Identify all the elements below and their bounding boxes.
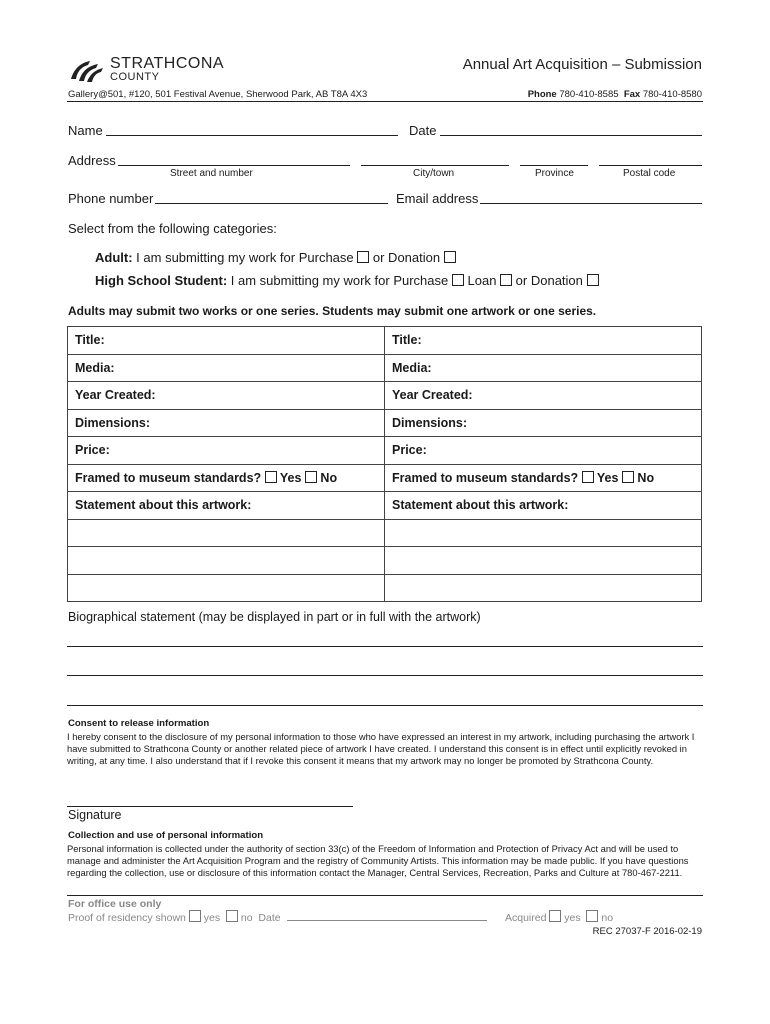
phone-label: Phone <box>527 89 557 100</box>
privacy-body: Personal information is collected under the authority of section 33(c) of the Freedom of Information and Protection of Privacy Act and will be used to manage and administer the Art Acquisition Program and the registry of Community Artists. This information may be made public. If you have questions regarding the collection, use or disclosure of this information contact the Manager, Central Services, Recreation, Parks and Culture at 780-467-2211. <box>67 843 689 879</box>
framed-cell-right <box>385 464 702 492</box>
office-divider <box>67 895 703 896</box>
form-title: Annual Art Acquisition – Submission <box>462 56 702 73</box>
proof-yes-checkbox[interactable] <box>189 910 201 922</box>
framed-no-label-right: No <box>637 470 655 485</box>
dimensions-cell-left[interactable]: Dimensions: <box>68 409 385 437</box>
office-date-field[interactable] <box>287 920 487 921</box>
statement-blank-right-2[interactable] <box>385 547 702 575</box>
acquired-no-checkbox[interactable] <box>586 910 598 922</box>
hs-loan-checkbox[interactable] <box>500 274 512 286</box>
office-date-label: Date <box>258 912 281 924</box>
proof-label: Proof of residency shown <box>68 912 186 924</box>
consent-body: I hereby consent to the disclosure of my personal information to those who have expressed an interest in my artwork, including purchasing the artwork I have submitted to Strathcona County or another related piece of artwork I have created. I understand this consent is in effect until explicitly revoked in writing, at any time. I also understand that if I revoke this consent it means that my artwork may no longer be promoted by Strathcona County. <box>67 731 695 767</box>
framed-label-left: Framed to museum standards? <box>75 470 262 485</box>
table-row <box>68 382 702 410</box>
privacy-heading: Collection and use of personal information <box>68 830 264 841</box>
signature-field[interactable] <box>67 806 353 807</box>
postal-caption: Postal code <box>623 168 676 179</box>
adult-purchase-checkbox[interactable] <box>357 251 369 263</box>
hs-donation-label: or Donation <box>515 273 583 288</box>
address-label: Address <box>68 153 116 168</box>
form-code: REC 27037-F 2016-02-19 <box>592 926 702 937</box>
postal-field[interactable] <box>599 165 702 166</box>
name-field[interactable] <box>106 135 398 136</box>
fax-number: 780-410-8580 <box>642 89 702 100</box>
adult-donation-label: or Donation <box>372 250 441 265</box>
framed-no-label-left: No <box>320 470 338 485</box>
adult-option-row <box>95 250 456 265</box>
phone-number-label: Phone number <box>68 191 154 206</box>
bio-line-1[interactable] <box>67 646 703 647</box>
street-caption: Street and number <box>170 168 253 179</box>
signature-label: Signature <box>68 808 122 822</box>
table-row <box>68 492 702 520</box>
statement-cell-left[interactable]: Statement about this artwork: <box>68 492 385 520</box>
media-cell-left[interactable]: Media: <box>68 354 385 382</box>
title-cell-left[interactable]: Title: <box>68 327 385 355</box>
email-label: Email address <box>396 191 479 206</box>
bio-line-2[interactable] <box>67 675 703 676</box>
hs-label: High School Student: <box>95 273 228 288</box>
media-cell-right[interactable]: Media: <box>385 354 702 382</box>
statement-blank-left-1[interactable] <box>68 519 385 547</box>
table-row <box>68 547 702 575</box>
office-acquired-row <box>505 910 613 924</box>
acquired-no-label: no <box>601 912 614 924</box>
province-caption: Province <box>535 168 574 179</box>
logo-line1: STRATHCONA <box>110 55 225 72</box>
statement-blank-left-2[interactable] <box>68 547 385 575</box>
categories-intro: Select from the following categories: <box>68 221 277 236</box>
org-address: Gallery@501, #120, 501 Festival Avenue, Sherwood Park, AB T8A 4X3 <box>68 89 368 100</box>
dimensions-cell-right[interactable]: Dimensions: <box>385 409 702 437</box>
proof-yes-label: yes <box>203 912 221 924</box>
fax-label: Fax <box>623 89 641 100</box>
city-caption: City/town <box>413 168 455 179</box>
phone-number: 780-410-8585 <box>559 89 619 100</box>
phone-number-field[interactable] <box>155 203 388 204</box>
strathcona-logo <box>68 55 238 85</box>
framed-no-checkbox-right[interactable] <box>622 471 634 483</box>
hs-text: I am submitting my work for Purchase <box>230 273 449 288</box>
name-label: Name <box>68 123 103 138</box>
date-field[interactable] <box>440 135 702 136</box>
table-row <box>68 437 702 465</box>
statement-cell-right[interactable]: Statement about this artwork: <box>385 492 702 520</box>
date-label: Date <box>409 123 437 138</box>
table-row <box>68 327 702 355</box>
acquired-yes-label: yes <box>564 912 581 924</box>
office-heading: For office use only <box>68 898 162 910</box>
city-field[interactable] <box>361 165 509 166</box>
acquired-label: Acquired <box>505 912 547 924</box>
adult-text: I am submitting my work for Purchase <box>136 250 354 265</box>
year-cell-left[interactable]: Year Created: <box>68 382 385 410</box>
statement-blank-left-3[interactable] <box>68 574 385 602</box>
table-row <box>68 574 702 602</box>
price-cell-right[interactable]: Price: <box>385 437 702 465</box>
street-field[interactable] <box>118 165 350 166</box>
framed-yes-label-left: Yes <box>279 470 302 485</box>
office-proof-row <box>68 910 281 924</box>
consent-heading: Consent to release information <box>68 718 210 729</box>
artwork-table <box>67 326 702 602</box>
adult-label: Adult: <box>95 250 133 265</box>
acquired-yes-checkbox[interactable] <box>549 910 561 922</box>
hs-purchase-checkbox[interactable] <box>452 274 464 286</box>
header-divider <box>67 101 703 102</box>
bio-line-3[interactable] <box>67 705 703 706</box>
email-field[interactable] <box>480 203 702 204</box>
bio-label: Biographical statement (may be displayed in part or in full with the artwork) <box>68 610 481 624</box>
framed-cell-left <box>68 464 385 492</box>
proof-no-label: no <box>240 912 253 924</box>
logo-mark-icon <box>68 57 104 83</box>
title-cell-right[interactable]: Title: <box>385 327 702 355</box>
framed-no-checkbox-left[interactable] <box>305 471 317 483</box>
framed-yes-label-right: Yes <box>596 470 619 485</box>
province-field[interactable] <box>520 165 588 166</box>
hs-donation-checkbox[interactable] <box>587 274 599 286</box>
price-cell-left[interactable]: Price: <box>68 437 385 465</box>
hs-loan-label: Loan <box>467 273 497 288</box>
table-row <box>68 519 702 547</box>
year-cell-right[interactable]: Year Created: <box>385 382 702 410</box>
table-row <box>68 464 702 492</box>
framed-label-right: Framed to museum standards? <box>392 470 579 485</box>
hs-option-row <box>95 273 599 288</box>
submission-rule: Adults may submit two works or one series. Students may submit one artwork or one series. <box>68 304 597 318</box>
proof-no-checkbox[interactable] <box>226 910 238 922</box>
contact-numbers <box>528 89 702 100</box>
table-row <box>68 354 702 382</box>
framed-yes-checkbox-left[interactable] <box>265 471 277 483</box>
framed-yes-checkbox-right[interactable] <box>582 471 594 483</box>
statement-blank-right-3[interactable] <box>385 574 702 602</box>
adult-donation-checkbox[interactable] <box>444 251 456 263</box>
table-row <box>68 409 702 437</box>
statement-blank-right-1[interactable] <box>385 519 702 547</box>
logo-line2: COUNTY <box>110 71 160 83</box>
